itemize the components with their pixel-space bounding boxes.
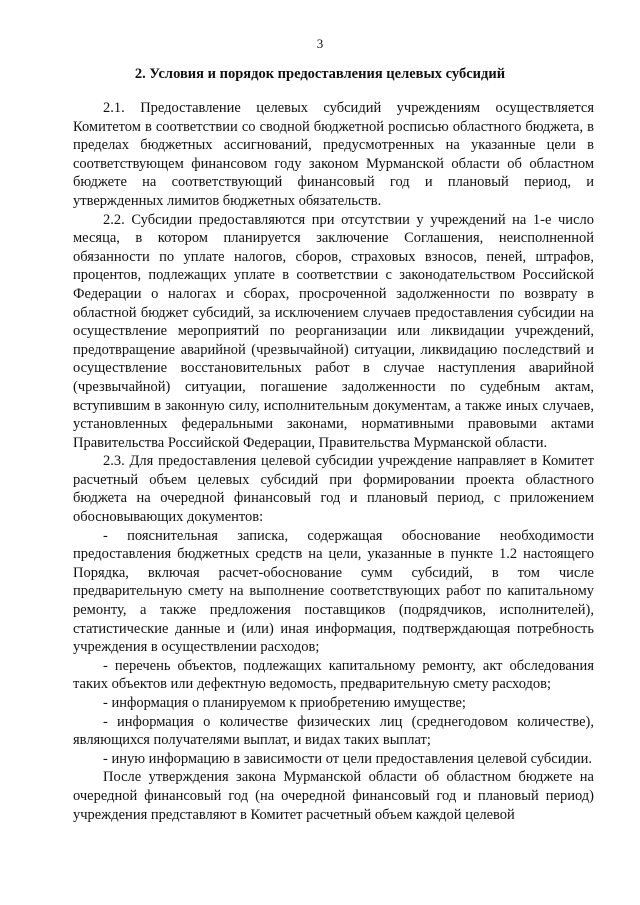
paragraph-after-law: После утверждения закона Мурманской области об областном бюджете на очередной финансовый год (на очередной финансовый год и плановый период) учреждения представляют в Комитет расчетный объем каждой целевой: [73, 769, 594, 823]
list-item-property-info: - информация о планируемом к приобретению имуществе;: [103, 695, 466, 711]
list-item-objects-list: - перечень объектов, подлежащих капитальному ремонту, акт обследования таких объектов или дефектную ведомость, предварительную смету расходов;: [73, 657, 594, 693]
paragraph-2-3: 2.3. Для предоставления целевой субсидии учреждение направляет в Комитет расчетный объем целевых субсидий при формировании проекта областного бюджета на очередной финансовый год и плановый период, с приложением обосновывающих документов:: [73, 453, 594, 526]
paragraph-2-2: 2.2. Субсидии предоставляются при отсутствии у учреждений на 1-е число месяца, в котором планируется заключение Соглашения, неисполненной обязанности по уплате налогов, сборов, страховых взносов, пеней, штрафов, процентов, подлежащих уплате в соответствии с законодательством Российской Федерации о налогах и сборах, просроченной задолженности по возврату в областной бюджет субсидий, за исключением случаев предоставления субсидии на осуществление мероприятий по реорганизации или ликвидации учреждений, предотвращение аварийной (чрезвычайной) ситуации, ликвидацию последствий и осуществление восстановительных работ в случае наступления аварийной (чрезвычайной) ситуации, погашение задолженности по судебным актам, вступившим в законную силу, исполнительным документам, а также иных случаев, установленных федеральными законами, нормативными правовыми актами Правительства Российской Федерации, Правительства Мурманской области.: [73, 211, 594, 451]
section-heading: 2. Условия и порядок предоставления целевых субсидий: [134, 66, 506, 82]
list-item-recipients-info: - информация о количестве физических лиц (среднегодовом количестве), являющихся получателями выплат, и видах таких выплат;: [73, 713, 594, 749]
list-item-other-info: - иную информацию в зависимости от цели предоставления целевой субсидии.: [103, 750, 592, 767]
page-number: 3: [316, 36, 324, 51]
paragraph-2-1: 2.1. Предоставление целевых субсидий учреждениям осуществляется Комитетом в соответствии со сводной бюджетной росписью областного бюджета, в пределах бюджетных ассигнований, предусмотренных на указанные цели в соответствующем финансовом году законом Мурманской области об областном бюджете на соответствующий финансовый год и плановый период, и утвержденных лимитов бюджетных обязательств.: [73, 100, 594, 209]
list-item-explanatory-note: - пояснительная записка, содержащая обоснование необходимости предоставления бюджетных средств на цели, указанные в пункте 1.2 настоящего Порядка, включая расчет-обоснование сумм субсидий, в том числе предварительную смету на выполнение соответствующих работ по капитальному ремонту, а также предложения поставщиков (подрядчиков, исполнителей), статистические данные и (или) иная информация, подтверждающая потребность учреждения в осуществлении расходов;: [73, 527, 594, 656]
document-body: [73, 99, 594, 824]
